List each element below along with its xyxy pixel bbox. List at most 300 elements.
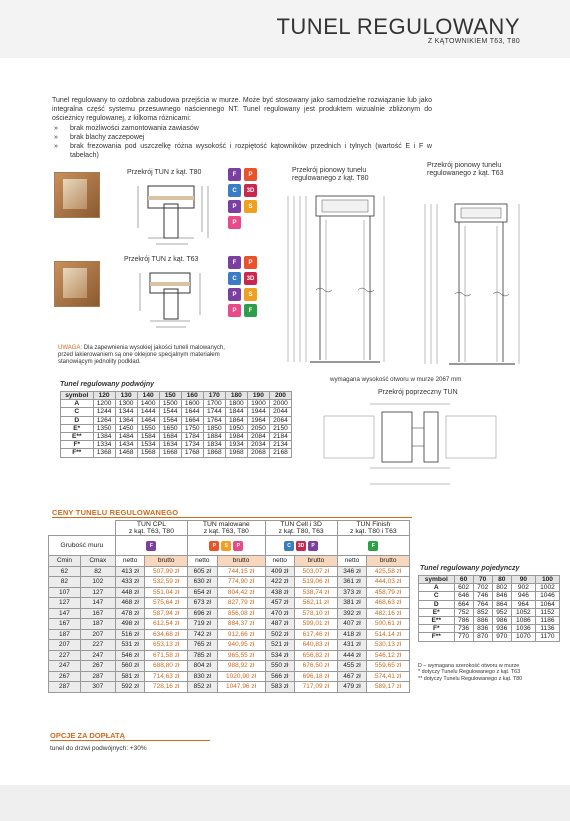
table-row	[49, 619, 410, 630]
table-cell: 478 zł	[115, 608, 145, 619]
table-cell: 546,12 zł	[367, 650, 410, 661]
table-cell: 373 zł	[337, 587, 367, 598]
table-cell: 1444	[137, 408, 159, 416]
table-cell: 1136	[535, 625, 559, 633]
table-cell: 307	[80, 682, 115, 693]
table-cell: 413 zł	[115, 566, 145, 577]
table-cell: 830 zł	[188, 671, 218, 682]
table-cell: 605 zł	[188, 566, 218, 577]
table-cell: 1070	[511, 633, 535, 641]
table-cell: 702	[473, 584, 492, 592]
table-cell: 964	[511, 600, 535, 608]
table-cell: 516 zł	[115, 629, 145, 640]
table-cell: 559,65 zł	[367, 661, 410, 672]
table-cell: 574,41 zł	[367, 671, 410, 682]
table-row	[49, 608, 410, 619]
vertical-section-t80-drawing	[280, 190, 392, 372]
cross-section-t63-drawing	[120, 265, 220, 335]
table-cell: 1668	[159, 449, 181, 457]
table-cell: 656,82 zł	[295, 650, 338, 661]
finish-badge-icon: P	[244, 256, 257, 269]
table-cell: 566 zł	[265, 671, 295, 682]
table-cell: 187	[80, 619, 115, 630]
table-row	[49, 671, 410, 682]
table-cell: 1334	[93, 441, 115, 449]
price-group-name: TUN malowane	[202, 521, 250, 528]
table-cell: 1834	[203, 441, 225, 449]
table-cell: 1934	[225, 441, 247, 449]
cmax-header: Cmax	[80, 556, 115, 567]
table-cell: 1850	[203, 424, 225, 432]
finish-badge-icon: C	[228, 184, 241, 197]
table-cell: 1344	[115, 408, 137, 416]
cross-section-title: Przekrój poprzeczny TUN	[378, 389, 458, 396]
single-table-title: Tunel regulowany pojedynczy	[420, 565, 520, 572]
table-cell: 444 zł	[337, 650, 367, 661]
table-cell: 1186	[535, 616, 559, 624]
cross-section-drawing	[322, 398, 498, 496]
cmin-header: Cmin	[49, 556, 81, 567]
table-cell: 468 zł	[115, 598, 145, 609]
table-cell: 503,07 zł	[295, 566, 338, 577]
table-cell: 425,58 zł	[367, 566, 410, 577]
table-header-cell: 90	[511, 576, 535, 584]
table-cell: 728,16 zł	[145, 682, 188, 693]
table-cell: 1046	[535, 592, 559, 600]
table-header-cell: 150	[159, 392, 181, 400]
price-group-name: TUN Cell i 3D	[280, 521, 322, 528]
table-cell: 852	[473, 608, 492, 616]
table-cell: 560 zł	[115, 661, 145, 672]
table-cell: 946	[511, 592, 535, 600]
table-cell: 1544	[159, 408, 181, 416]
table-cell: 438 zł	[265, 587, 295, 598]
table-cell: 827,79 zł	[217, 598, 265, 609]
finish-badge-icon: P	[228, 288, 241, 301]
finish-badge-icon: S	[221, 541, 231, 551]
table-cell: 654 zł	[188, 587, 218, 598]
table-cell: 1300	[115, 400, 137, 408]
table-cell: 1364	[115, 416, 137, 424]
table-cell: 519,06 zł	[295, 577, 338, 588]
table-cell: 1868	[203, 449, 225, 457]
table-cell: A	[61, 400, 94, 408]
table-cell: 531 zł	[115, 640, 145, 651]
table-cell: 1634	[159, 441, 181, 449]
table-cell: 500,61 zł	[367, 619, 410, 630]
table-cell: 1550	[137, 424, 159, 432]
table-cell: 936	[492, 625, 511, 633]
price-badge-row	[49, 536, 410, 556]
table-cell: 381 zł	[337, 598, 367, 609]
table-cell: 361 zł	[337, 577, 367, 588]
table-cell: 1800	[225, 400, 247, 408]
finish-badge-icon: P	[308, 541, 318, 551]
table-cell: F**	[61, 449, 94, 457]
table-header-cell: 120	[93, 392, 115, 400]
table-cell: 1036	[511, 625, 535, 633]
table-cell: 864	[492, 600, 511, 608]
table-header-cell: symbol	[419, 576, 455, 584]
table-cell: 1468	[115, 449, 137, 457]
table-cell: 1900	[247, 400, 269, 408]
table-cell: 688,80 zł	[145, 661, 188, 672]
table-cell: 227	[80, 640, 115, 651]
table-cell: 653,13 zł	[145, 640, 188, 651]
finish-badge-icon: P	[228, 304, 241, 317]
note-text: Dla zapewnienia wysokiej jakości tuneli malowanych, przed lakierowaniem są one oklejone specjalnym materiałem stanowiącym jednolity podkład.	[58, 345, 225, 366]
price-group-name: TUN CPL	[136, 521, 166, 528]
finish-badge-icon: P	[228, 200, 241, 213]
table-cell: 714,63 zł	[145, 671, 188, 682]
finish-badge-icon: P	[209, 541, 219, 551]
table-row	[419, 592, 560, 600]
finish-badge-icon: 3D	[244, 184, 257, 197]
table-cell: 62	[49, 566, 81, 577]
table-cell: 2068	[247, 449, 269, 457]
table-cell: 530,13 zł	[367, 640, 410, 651]
table-cell: 752	[454, 608, 473, 616]
table-cell: 578,10 zł	[295, 608, 338, 619]
table-header-cell: 60	[454, 576, 473, 584]
table-cell: 455 zł	[337, 661, 367, 672]
table-cell: 965,55 zł	[217, 650, 265, 661]
price-badge-cell	[337, 536, 409, 556]
options-text: tunel do drzwi podwójnych: +30%	[50, 745, 147, 752]
finish-badge-icon: C	[228, 272, 241, 285]
table-cell: 1600	[181, 400, 203, 408]
table-cell: 546 zł	[115, 650, 145, 661]
finish-badge-icon: F	[244, 304, 257, 317]
table-cell: 457 zł	[265, 598, 295, 609]
price-group-sub: z kąt. T63, T80	[128, 528, 174, 535]
table-cell: 147	[49, 608, 81, 619]
table-cell: 1968	[225, 449, 247, 457]
table-row	[49, 650, 410, 661]
table-cell: 1844	[225, 408, 247, 416]
table-cell: 764	[473, 600, 492, 608]
table-cell: 507,99 zł	[145, 566, 188, 577]
price-heading-line	[52, 517, 412, 518]
table-header-cell: 170	[203, 392, 225, 400]
table-row	[49, 661, 410, 672]
netto-header: netto	[188, 556, 218, 567]
finish-badge-icon: P	[244, 168, 257, 181]
brutto-header: brutto	[145, 556, 188, 567]
table-cell: C	[419, 592, 455, 600]
double-table-title: Tunel regulowany podwójny	[60, 381, 154, 388]
table-row	[419, 584, 560, 592]
table-cell: 2034	[247, 441, 269, 449]
table-cell: A	[419, 584, 455, 592]
table-cell: 1650	[159, 424, 181, 432]
table-header-row	[61, 392, 292, 400]
table-cell: 1152	[535, 608, 559, 616]
table-cell: 207	[80, 629, 115, 640]
table-cell: 1170	[535, 633, 559, 641]
table-cell: 696,18 zł	[295, 671, 338, 682]
table-cell: 409 zł	[265, 566, 295, 577]
footnote-item: D – wymagana szerokość otworu w murze	[418, 663, 520, 669]
finish-badge-icon: S	[244, 200, 257, 213]
table-cell: 187	[49, 629, 81, 640]
netto-header: netto	[115, 556, 145, 567]
table-cell: 1700	[203, 400, 225, 408]
table-header-cell: 180	[225, 392, 247, 400]
table-cell: 717,09 zł	[295, 682, 338, 693]
page-title: TUNEL REGULOWANY	[276, 14, 520, 39]
table-cell: 147	[80, 598, 115, 609]
table-row	[61, 432, 292, 440]
table-header-cell: 160	[181, 392, 203, 400]
finish-badge-icon: F	[146, 541, 156, 551]
table-header-cell: 130	[115, 392, 137, 400]
table-cell: 1064	[535, 600, 559, 608]
section-title-t80: Przekrój TUN z kąt. T80	[127, 169, 202, 176]
table-cell: 470 zł	[265, 608, 295, 619]
table-cell: 448 zł	[115, 587, 145, 598]
table-row	[61, 400, 292, 408]
footnotes	[418, 663, 522, 682]
price-badge-cell	[188, 536, 265, 556]
table-cell: 774,90 zł	[217, 577, 265, 588]
table-cell: 1884	[203, 432, 225, 440]
table-cell: 287	[49, 682, 81, 693]
table-cell: 479 zł	[337, 682, 367, 693]
table-cell: 583 zł	[265, 682, 295, 693]
table-cell: 1750	[181, 424, 203, 432]
table-cell: 592 zł	[115, 682, 145, 693]
badge-grid-t80	[228, 168, 257, 229]
table-cell: 2084	[247, 432, 269, 440]
table-cell: 2000	[269, 400, 291, 408]
netto-header: netto	[337, 556, 367, 567]
section-title-t63: Przekrój TUN z kąt. T63	[124, 256, 199, 263]
table-cell: 1434	[115, 441, 137, 449]
vertical-section-t63-drawing	[415, 198, 527, 374]
table-cell: 1664	[181, 416, 203, 424]
badge-grid-t63	[228, 256, 257, 317]
table-row	[49, 682, 410, 693]
table-cell: 514,14 zł	[367, 629, 410, 640]
options-heading: OPCJE ZA DOPŁATĄ	[50, 731, 126, 740]
table-cell: 482,16 zł	[367, 608, 410, 619]
table-cell: 468,63 zł	[367, 598, 410, 609]
table-cell: 640,83 zł	[295, 640, 338, 651]
table-cell: 2150	[269, 424, 291, 432]
price-group-sub: z kąt. T63, T80	[203, 528, 249, 535]
table-cell: 1534	[137, 441, 159, 449]
table-cell: 870	[473, 633, 492, 641]
table-cell: 1644	[181, 408, 203, 416]
price-group-header	[337, 521, 409, 536]
table-cell: 673 zł	[188, 598, 218, 609]
table-cell: 664	[454, 600, 473, 608]
table-cell: 852 zł	[188, 682, 218, 693]
table-header-row	[419, 576, 560, 584]
finish-badge-icon: P	[228, 216, 241, 229]
table-cell: 2064	[269, 416, 291, 424]
table-row	[49, 587, 410, 598]
table-cell: 82	[80, 566, 115, 577]
table-cell: 1368	[93, 449, 115, 457]
table-cell: 671,58 zł	[145, 650, 188, 661]
table-cell: 247	[80, 650, 115, 661]
table-cell: 431 zł	[337, 640, 367, 651]
table-cell: 1020,90 zł	[217, 671, 265, 682]
price-heading: CENY TUNELU REGULOWANEGO	[52, 508, 179, 517]
table-cell: 1400	[137, 400, 159, 408]
finish-badge-icon: F	[228, 168, 241, 181]
price-group-name: TUN Finish	[356, 521, 391, 528]
options-heading-line	[50, 740, 210, 741]
table-cell: 127	[80, 587, 115, 598]
table-cell: 612,54 zł	[145, 619, 188, 630]
table-row	[419, 633, 560, 641]
table-cell: 2168	[269, 449, 291, 457]
finish-badge-icon: C	[284, 541, 294, 551]
table-cell: 1584	[137, 432, 159, 440]
table-cell: 247	[49, 661, 81, 672]
table-row	[49, 577, 410, 588]
table-cell: E**	[419, 616, 455, 624]
price-badge-cell	[265, 536, 337, 556]
table-cell: 581 zł	[115, 671, 145, 682]
table-cell: 1568	[137, 449, 159, 457]
table-row	[61, 416, 292, 424]
table-cell: 207	[49, 640, 81, 651]
table-cell: 2134	[269, 441, 291, 449]
table-row	[419, 608, 560, 616]
frame-photo-t80	[54, 172, 100, 218]
table-header-cell: 190	[247, 392, 269, 400]
brutto-header: brutto	[367, 556, 410, 567]
table-cell: 802	[492, 584, 511, 592]
table-cell: 587,94 zł	[145, 608, 188, 619]
table-cell: 1047,96 zł	[217, 682, 265, 693]
table-row	[49, 566, 410, 577]
table-cell: F*	[61, 441, 94, 449]
table-cell: 602	[454, 584, 473, 592]
table-cell: 458,79 zł	[367, 587, 410, 598]
table-cell: 785 zł	[188, 650, 218, 661]
table-row	[419, 625, 560, 633]
table-cell: 1464	[137, 416, 159, 424]
table-cell: 1950	[225, 424, 247, 432]
table-cell: 538,74 zł	[295, 587, 338, 598]
table-cell: 1384	[93, 432, 115, 440]
table-cell: 1450	[115, 424, 137, 432]
table-row	[61, 449, 292, 457]
table-cell: 521 zł	[265, 640, 295, 651]
table-cell: 1500	[159, 400, 181, 408]
table-cell: 634,68 zł	[145, 629, 188, 640]
table-cell: 267	[80, 661, 115, 672]
table-cell: F*	[419, 625, 455, 633]
netto-header: netto	[265, 556, 295, 567]
table-cell: 1564	[159, 416, 181, 424]
table-cell: 599,01 zł	[295, 619, 338, 630]
table-cell: 532,59 zł	[145, 577, 188, 588]
cross-section-t80-drawing	[120, 178, 220, 250]
table-cell: 719 zł	[188, 619, 218, 630]
table-cell: 742 zł	[188, 629, 218, 640]
table-cell: 498 zł	[115, 619, 145, 630]
table-header-cell: 100	[535, 576, 559, 584]
table-header-cell: 70	[473, 576, 492, 584]
vertical-t80-title: Przekrój pionowy tunelu regulowanego z kąt. T80	[292, 167, 369, 182]
table-cell: 467 zł	[337, 671, 367, 682]
table-cell: 107	[49, 587, 81, 598]
table-cell: 884,37 zł	[217, 619, 265, 630]
table-cell: 630 zł	[188, 577, 218, 588]
table-cell: 1764	[203, 416, 225, 424]
table-cell: 346 zł	[337, 566, 367, 577]
table-cell: 1002	[535, 584, 559, 592]
table-cell: 562,11 zł	[295, 598, 338, 609]
table-cell: 1350	[93, 424, 115, 432]
table-cell: 1864	[225, 416, 247, 424]
table-cell: 575,64 zł	[145, 598, 188, 609]
table-cell: E*	[419, 608, 455, 616]
table-cell: 418 zł	[337, 629, 367, 640]
table-cell: 676,50 zł	[295, 661, 338, 672]
table-cell: 836	[473, 625, 492, 633]
table-cell: 1734	[181, 441, 203, 449]
table-cell: E**	[61, 432, 94, 440]
table-cell: 786	[454, 616, 473, 624]
table-cell: 167	[49, 619, 81, 630]
table-cell: 167	[80, 608, 115, 619]
table-row	[49, 629, 410, 640]
table-cell: 1244	[93, 408, 115, 416]
table-header-cell: 140	[137, 392, 159, 400]
finish-badge-icon: 3D	[244, 272, 257, 285]
table-cell: 902	[511, 584, 535, 592]
table-cell: 1984	[225, 432, 247, 440]
table-row	[61, 441, 292, 449]
table-cell: D	[419, 600, 455, 608]
price-group-header	[265, 521, 337, 536]
table-cell: 487 zł	[265, 619, 295, 630]
table-cell: 1744	[203, 408, 225, 416]
frame-photo-t63	[54, 261, 100, 307]
table-cell: 746	[473, 592, 492, 600]
intro-text	[52, 96, 432, 160]
table-cell: 1484	[115, 432, 137, 440]
table-cell: 1944	[247, 408, 269, 416]
table-cell: 1264	[93, 416, 115, 424]
bullet-item: » brak blachy zaczepowej	[52, 133, 432, 142]
note-label: UWAGA:	[58, 345, 83, 351]
table-cell: 407 zł	[337, 619, 367, 630]
table-cell: 1200	[93, 400, 115, 408]
table-cell: 846	[492, 592, 511, 600]
brutto-header: brutto	[295, 556, 338, 567]
price-group-header	[188, 521, 265, 536]
table-cell: 433 zł	[115, 577, 145, 588]
bullet-item: » brak możliwości zamontowania zawiasów	[52, 124, 432, 133]
table-cell: 1964	[247, 416, 269, 424]
table-cell: 102	[80, 577, 115, 588]
bullet-item: » brak frezowania pod uszczelkę różna wysokość i rozpiętość kątowników przednich i tylnych (wartość E i F w tabelach)	[52, 142, 432, 160]
table-row	[419, 600, 560, 608]
table-header-cell: 80	[492, 576, 511, 584]
finish-badge-icon: S	[244, 288, 257, 301]
brutto-header: brutto	[217, 556, 265, 567]
table-cell: 804,42 zł	[217, 587, 265, 598]
table-cell: 765 zł	[188, 640, 218, 651]
